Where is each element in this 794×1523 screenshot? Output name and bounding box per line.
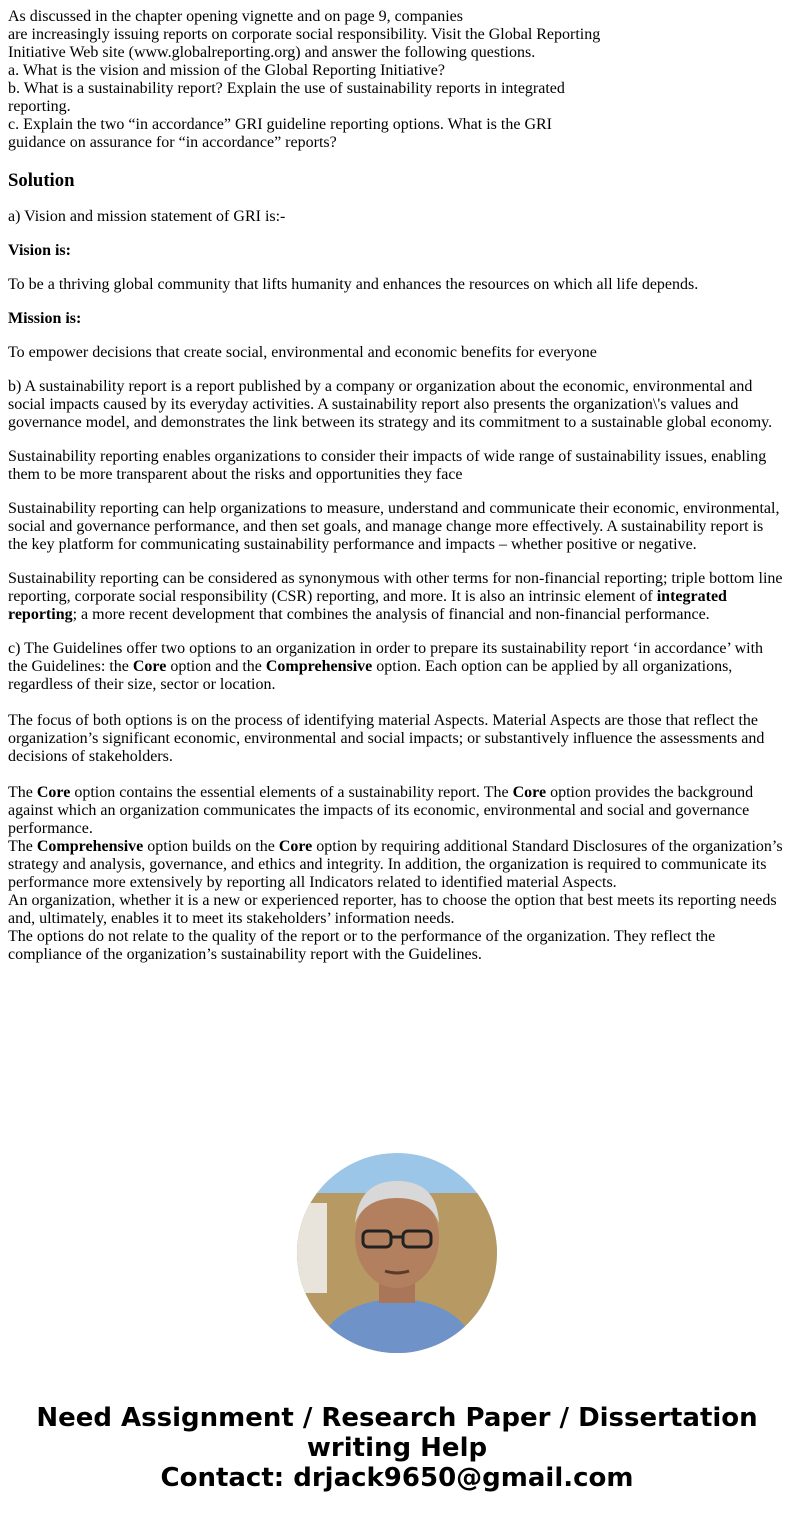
b-paragraph-1: b) A sustainability report is a report published by a company or organization about the economic, environmental and social impacts caused by its everyday activities. A sustainability report also presents the organization\'s values and governance model, and demonstrates the link between its strategy and its commitment to a sustainable global economy. (8, 378, 773, 431)
footer-banner (0, 1403, 794, 1493)
vision-label-text: Vision is: (8, 242, 71, 259)
question-line: Initiative Web site (www.globalreporting.org) and answer the following questions. (8, 44, 536, 61)
question-line: a. What is the vision and mission of the Global Reporting Initiative? (8, 62, 445, 79)
text: The (8, 784, 37, 801)
question-line: are increasingly issuing reports on corporate social responsibility. Visit the Global Reporting (8, 26, 601, 43)
author-photo (297, 1153, 497, 1353)
text: ; a more recent development that combines the analysis of financial and non-financial performance. (72, 606, 710, 623)
mission-text: To empower decisions that create social, environmental and economic benefits for everyone (8, 344, 597, 361)
c-paragraph-2: The focus of both options is on the process of identifying material Aspects. Material Aspects are those that reflect the organization’s significant economic, environmental and social impacts; or substantively influence the assessments and decisions of stakeholders. (8, 712, 765, 765)
c-section (8, 640, 786, 964)
question (8, 8, 786, 152)
footer-contact: Contact: drjack9650@gmail.com (160, 1463, 634, 1493)
mission-label (8, 310, 786, 328)
text: Sustainability reporting can be considered as synonymous with other terms for non-financial reporting; triple bottom line reporting, corporate social responsibility (CSR) reporting, and more. It is also an intrinsic element of (8, 570, 783, 605)
c-paragraph-6: The options do not relate to the quality of the report or to the performance of the organization. They reflect the compliance of the organization’s sustainability report with the Guidelines. (8, 928, 716, 963)
text: option builds on the (143, 838, 279, 855)
text: option. Each option can be applied by all organizations, regardless of their size, sector or location. (8, 658, 733, 693)
question-line: As discussed in the chapter opening vignette and on page 9, companies (8, 8, 463, 25)
question-line: c. Explain the two “in accordance” GRI guideline reporting options. What is the GRI (8, 116, 552, 133)
question-line: reporting. (8, 98, 71, 115)
bold-text: Comprehensive (265, 658, 373, 675)
bold-text: Comprehensive (36, 838, 144, 855)
b-paragraph-2: Sustainability reporting enables organizations to consider their impacts of wide range of sustainability issues, enabling them to be more transparent about the risks and opportunities they face (8, 448, 767, 483)
b-paragraph-3: Sustainability reporting can help organizations to measure, understand and communicate their economic, environmental, social and governance performance, and then set goals, and manage change more effectively. A sustainability report is the key platform for communicating sustainability performance and impacts – whether positive or negative. (8, 500, 780, 553)
person-portrait-icon (297, 1153, 497, 1353)
vision-text: To be a thriving global community that lifts humanity and enhances the resources on which all life depends. (8, 276, 699, 293)
bold-text: Core (36, 784, 71, 801)
vision-label (8, 242, 786, 260)
bold-text: Core (278, 838, 313, 855)
a-intro: a) Vision and mission statement of GRI is:- (8, 208, 286, 225)
bold-text: Core (132, 658, 167, 675)
c-paragraph-5: An organization, whether it is a new or experienced reporter, has to choose the option that best meets its reporting needs and, ultimately, enables it to meet its stakeholders’ information needs. (8, 892, 777, 927)
text: option contains the essential elements of a sustainability report. The (70, 784, 513, 801)
solution-heading: Solution (8, 170, 75, 191)
question-line: guidance on assurance for “in accordance” reports? (8, 134, 337, 151)
text: option provides the background against which an organization communicates the impacts of its economic, environmental and social and governance performance. (8, 784, 754, 837)
bold-text: integrated reporting (8, 588, 727, 623)
text: option by requiring additional Standard Disclosures of the organization’s strategy and analysis, governance, and ethics and integrity. In addition, the organization is required to communicate its performance more extensively by reporting all Indicators related to identified material Aspects. (8, 838, 783, 891)
bold-text: Core (512, 784, 547, 801)
b-paragraph-4 (8, 570, 786, 624)
question-line: b. What is a sustainability report? Explain the use of sustainability reports in integrated (8, 80, 565, 97)
text: option and the (166, 658, 266, 675)
mission-label-text: Mission is: (8, 310, 82, 327)
text: c) The Guidelines offer two options to an organization in order to prepare its sustainability report ‘in accordance’ with the Guidelines: the (8, 640, 764, 675)
footer-help-text: Need Assignment / Research Paper / Dissertation writing Help (36, 1403, 758, 1463)
text: The (8, 838, 37, 855)
